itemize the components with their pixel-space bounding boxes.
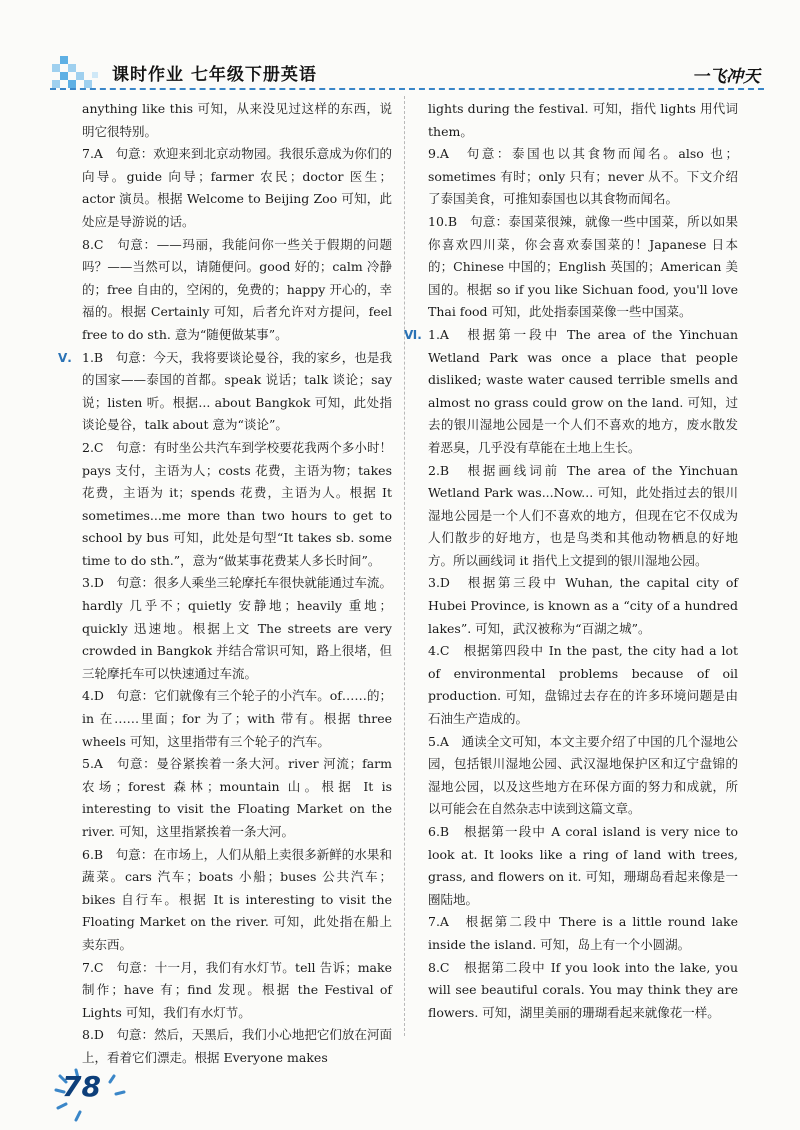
header-brand: 一飞冲天 [692, 67, 760, 87]
answer-item: 3.D 根据第三段中 Wuhan, the capital city of Hubei Province, is known as a “city of a hundred lakes”. 可知，武汉被称为“百湖之城”。 [428, 575, 738, 636]
header-checker-icon [52, 56, 100, 92]
answer-item: 7.C 句意：十一月，我们有水灯节。tell 告诉；make 制作；have 有；find 发现。根据 the Festival of Lights 可知，我们有水灯节。 [82, 959, 392, 1020]
answer-item: 4.D 句意：它们就像有三个轮子的小汽车。of……的；in 在……里面；for 为了；with 带有。根据 three wheels 可知，这里指带有三个轮子的汽车。 [82, 688, 392, 749]
answer-item: 2.B 根据画线词前 The area of the Yinchuan Wetland Park was...Now... 可知，此处指过去的银川湿地公园是一个人们不喜欢的地方，但现在它不仅成为人们散步的好地方，也是鸟类和其他动物栖息的好地方。所以画线词 it 指代上文提到的银川湿地公园。 [428, 462, 738, 568]
answer-item: 8.D 句意：然后，天黑后，我们小心地把它们放在河面上，看着它们漂走。根据 Everyone makes [82, 1027, 392, 1065]
answer-continuation: anything like this 可知，从来没见过这样的东西，说明它很特别。 [82, 101, 392, 139]
answer-item: 8.C 根据第二段中 If you look into the lake, you will see beautiful corals. You may think they are flowers. 可知，湖里美丽的珊瑚看起来就像花一样。 [428, 959, 738, 1020]
page-number-badge [52, 1068, 132, 1128]
answer-item: 2.C 句意：有时坐公共汽车到学校要花我两个多小时！pays 支付，主语为人；costs 花费，主语为物；takes 花费，主语为 it；spends 花费，主语为人。根据 It sometimes...me more than two hours to get to school by bus 可知，此处是句型“It takes sb. some time to do sth.”，意为“做某事花费某人多长时间”。 [82, 439, 392, 568]
header-title: 课时作业 七年级下册英语 [112, 65, 317, 85]
section-vi [404, 324, 738, 1024]
answer-continuation: lights during the festival. 可知，指代 lights 用代词 them。 [428, 101, 738, 139]
section-tag: Ⅴ. [58, 350, 72, 365]
section-v [58, 347, 392, 1070]
column-divider [404, 96, 405, 1036]
answer-item: 3.D 句意：很多人乘坐三轮摩托车很快就能通过车流。hardly 几乎不；quietly 安静地；heavily 重地；quickly 迅速地。根据上文 The streets are very crowded in Bangkok 并结合常识可知，路上很堵，但三轮摩托车可以快速通过车流。 [82, 575, 392, 681]
answer-item: 5.A 通读全文可知，本文主要介绍了中国的几个湿地公园，包括银川湿地公园、武汉湿地保护区和辽宁盘锦的湿地公园，以及这些地方在环保方面的努力和成就，所以可能会在自然杂志中读到这篇文章。 [428, 733, 738, 817]
left-column [58, 98, 392, 1070]
answer-item: 10.B 句意：泰国菜很辣，就像一些中国菜，所以如果你喜欢四川菜，你会喜欢泰国菜的！Japanese 日本的；Chinese 中国的；English 英国的；American 美国的。根据 so if you like Sichuan food, you'll love Thai food 可知，此处指泰国菜像一些中国菜。 [428, 213, 738, 320]
answer-item: 7.A 句意：欢迎来到北京动物园。我很乐意成为你们的向导。guide 向导；farmer 农民；doctor 医生；actor 演员。根据 Welcome to Beijing Zoo 可知，此处应是导游说的话。 [82, 146, 392, 229]
answer-item: 1.B 句意：今天，我将要谈论曼谷，我的家乡，也是我的国家——泰国的首都。speak 说话；talk 谈论；say 说；listen 听。根据... about Bangkok 可知，此处指谈论曼谷，talk about 意为“谈论”。 [82, 349, 392, 433]
answer-item: 5.A 句意：曼谷紧挨着一条大河。river 河流；farm 农场；forest 森林；mountain 山。根据 It is interesting to visit the Floating Market on the river. 可知，这里指紧挨着一条大河。 [82, 756, 392, 839]
answer-item: 6.B 根据第一段中 A coral island is very nice to look at. It looks like a ring of land with trees, grass, and flowers on it. 可知，珊瑚岛看起来像是一圈陆地。 [428, 824, 738, 907]
answer-item: 6.B 句意：在市场上，人们从船上卖很多新鲜的水果和蔬菜。cars 汽车；boats 小船；buses 公共汽车；bikes 自行车。根据 It is interesting to visit the Floating Market on the river. 可知，此处指在船上卖东西。 [82, 846, 392, 952]
header-rule [50, 88, 764, 90]
answer-item: 4.C 根据第四段中 In the past, the city had a lot of environmental problems because of oil production. 可知，盘锦过去存在的许多环境问题是由石油生产造成的。 [428, 643, 738, 727]
answer-item: 1.A 根据第一段中 The area of the Yinchuan Wetland Park was once a place that people disliked; waste water caused terrible smells and almost no grass could grow on the land. 可知，过去的银川湿地公园是一个人们不喜欢的地方，废水散发着恶臭，几乎没有草能在土地上生长。 [428, 326, 738, 455]
page-number: 78 [62, 1070, 101, 1103]
answer-item: 9.A 句意：泰国也以其食物而闻名。also 也；sometimes 有时；only 只有；never 从不。下文介绍了泰国美食，可推知泰国也以其食物而闻名。 [428, 146, 738, 207]
answer-item: 8.C 句意：——玛丽，我能问你一些关于假期的问题吗？——当然可以，请随便问。good 好的；calm 冷静的；free 自由的，空闲的，免费的；happy 开心的，幸福的。根据 Certainly 可知，后者允许对方提问，feel free to do sth. 意为“随便做某事”。 [82, 236, 392, 342]
answer-item: 7.A 根据第二段中 There is a little round lake inside the island. 可知，岛上有一个小圆湖。 [428, 914, 738, 952]
page-header [0, 0, 800, 100]
section-tag: Ⅵ. [404, 327, 422, 342]
right-column [404, 98, 738, 1024]
